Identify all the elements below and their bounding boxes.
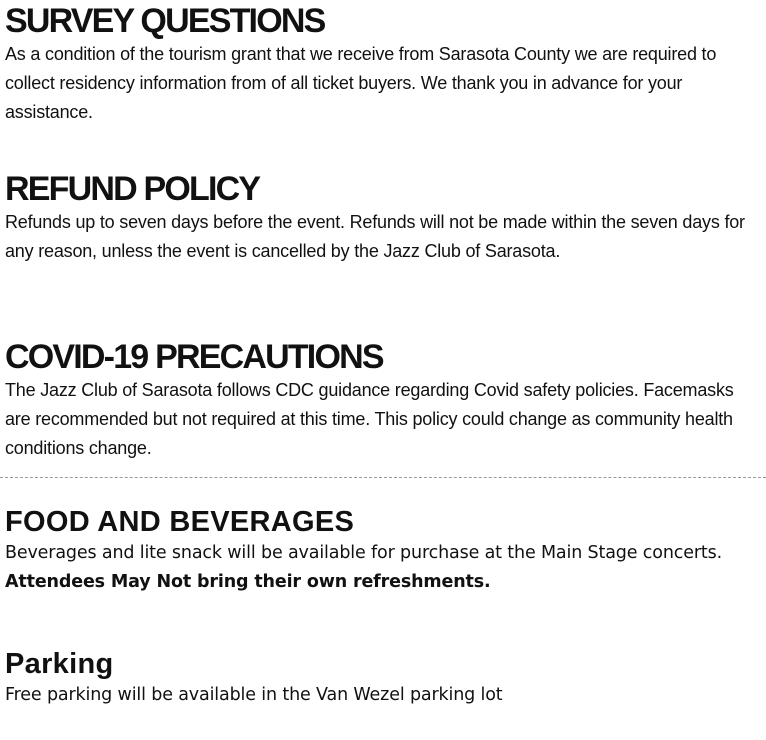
covid-precautions-section	[5, 338, 756, 463]
refund-policy-section	[5, 170, 756, 266]
food-beverages-text	[5, 539, 756, 597]
parking-section	[5, 647, 756, 710]
parking-heading: Parking	[5, 648, 114, 680]
dashed-divider	[0, 477, 766, 478]
food-beverages-warning: Attendees May Not bring their own refreshments.	[5, 572, 491, 592]
survey-questions-text: As a condition of the tourism grant that we receive from Sarasota County we are required to collect residency information from of all ticket buyers. We thank you in advance for your assistance.	[5, 44, 717, 122]
parking-text: Free parking will be available in the Van Wezel parking lot	[5, 685, 503, 705]
survey-questions-section	[5, 2, 756, 127]
covid-precautions-text: The Jazz Club of Sarasota follows CDC guidance regarding Covid safety policies. Facemasks are recommended but not required at this time. This policy could change as community health conditions change.	[5, 380, 734, 458]
food-beverages-heading: FOOD AND BEVERAGES	[5, 506, 355, 538]
food-beverages-section	[5, 505, 756, 597]
refund-policy-heading: REFUND POLICY	[5, 170, 260, 208]
covid-precautions-heading: COVID-19 PRECAUTIONS	[5, 338, 383, 376]
refund-policy-text: Refunds up to seven days before the event. Refunds will not be made within the seven days for any reason, unless the event is cancelled by the Jazz Club of Sarasota.	[5, 212, 745, 261]
food-beverages-body: Beverages and lite snack will be available for purchase at the Main Stage concerts.	[5, 543, 722, 563]
survey-questions-heading: SURVEY QUESTIONS	[5, 2, 325, 40]
